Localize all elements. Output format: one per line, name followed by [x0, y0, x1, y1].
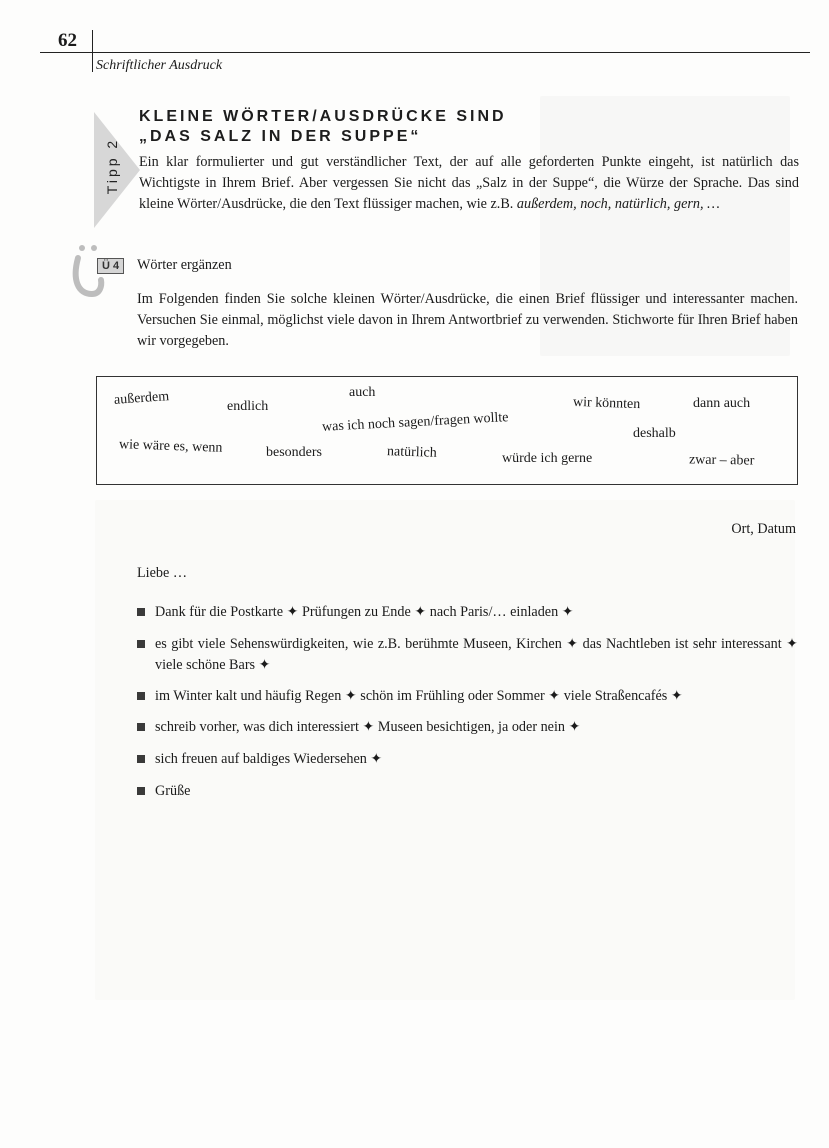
letter-point: es gibt viele Sehenswürdigkeiten, wie z.B. berühmte Museen, Kirchen ✦ das Nachtleben ist sehr interessant ✦ viele schöne Bars ✦ — [137, 634, 798, 676]
letter-point: Dank für die Postkarte ✦ Prüfungen zu Ende ✦ nach Paris/… einladen ✦ — [137, 602, 798, 623]
tip-heading — [139, 107, 507, 147]
word-item: endlich — [227, 399, 269, 414]
section-title: Schriftlicher Ausdruck — [96, 58, 223, 73]
page-number: 62 — [58, 30, 77, 51]
letter-point: sich freuen auf baldiges Wiedersehen ✦ — [137, 749, 798, 770]
letter-salutation: Liebe … — [137, 565, 188, 581]
exercise-badge: Ü 4 — [97, 258, 124, 274]
tip-heading-line-1: KLEINE WÖRTER/AUSDRÜCKE SIND — [139, 108, 507, 125]
word-item: deshalb — [633, 426, 676, 441]
word-item: besonders — [266, 445, 322, 460]
letter-point: Grüße — [137, 781, 798, 802]
word-box — [96, 376, 798, 485]
tip-heading-line-2: „DAS SALZ IN DER SUPPE“ — [139, 128, 422, 145]
word-item: zwar – aber — [688, 452, 755, 469]
word-item: was ich noch sagen/fragen wollte — [321, 410, 509, 435]
tip-label: Tipp 2 — [104, 137, 120, 195]
tip-body-text: Ein klar formulierter und gut verständlicher Text, der auf alle geforderten Punkte eingeht, ist natürlich das Wichtigste in Ihrem Brief. Aber vergessen Sie nicht das „Salz in der Suppe“, die Würze der Sprache. Das sind kleine Wörter/Ausdrücke, die den Text flüssiger machen, wie z.B. — [139, 154, 799, 212]
word-item: natürlich — [386, 444, 438, 461]
header-divider-vertical — [92, 30, 93, 72]
letter-point: im Winter kalt und häufig Regen ✦ schön im Frühling oder Sommer ✦ viele Straßencafés ✦ — [137, 686, 798, 707]
exercise-title: Wörter ergänzen — [137, 257, 232, 273]
word-item: außerdem — [113, 389, 170, 408]
exercise-instructions: Im Folgenden finden Sie solche kleinen Wörter/Ausdrücke, die einen Brief flüssiger und interessanter machen. Versuchen Sie einmal, möglichst viele davon in Ihrem Antwortbrief zu verwenden. Stichworte für Ihren Brief haben wir vorgegeben. — [137, 291, 798, 349]
letter-points-list — [137, 602, 798, 813]
word-item: dann auch — [693, 396, 751, 411]
header-divider-horizontal — [40, 52, 810, 53]
tip-body — [139, 152, 799, 215]
word-item: auch — [349, 385, 376, 400]
word-item: wir könnten — [572, 394, 641, 413]
tip-body-examples: außerdem, noch, natürlich, gern, … — [516, 196, 720, 212]
letter-place-date: Ort, Datum — [731, 521, 796, 537]
word-item: wie wäre es, wenn — [118, 437, 223, 456]
word-item: würde ich gerne — [502, 451, 593, 466]
letter-point: schreib vorher, was dich interessiert ✦ Museen besichtigen, ja oder nein ✦ — [137, 717, 798, 738]
